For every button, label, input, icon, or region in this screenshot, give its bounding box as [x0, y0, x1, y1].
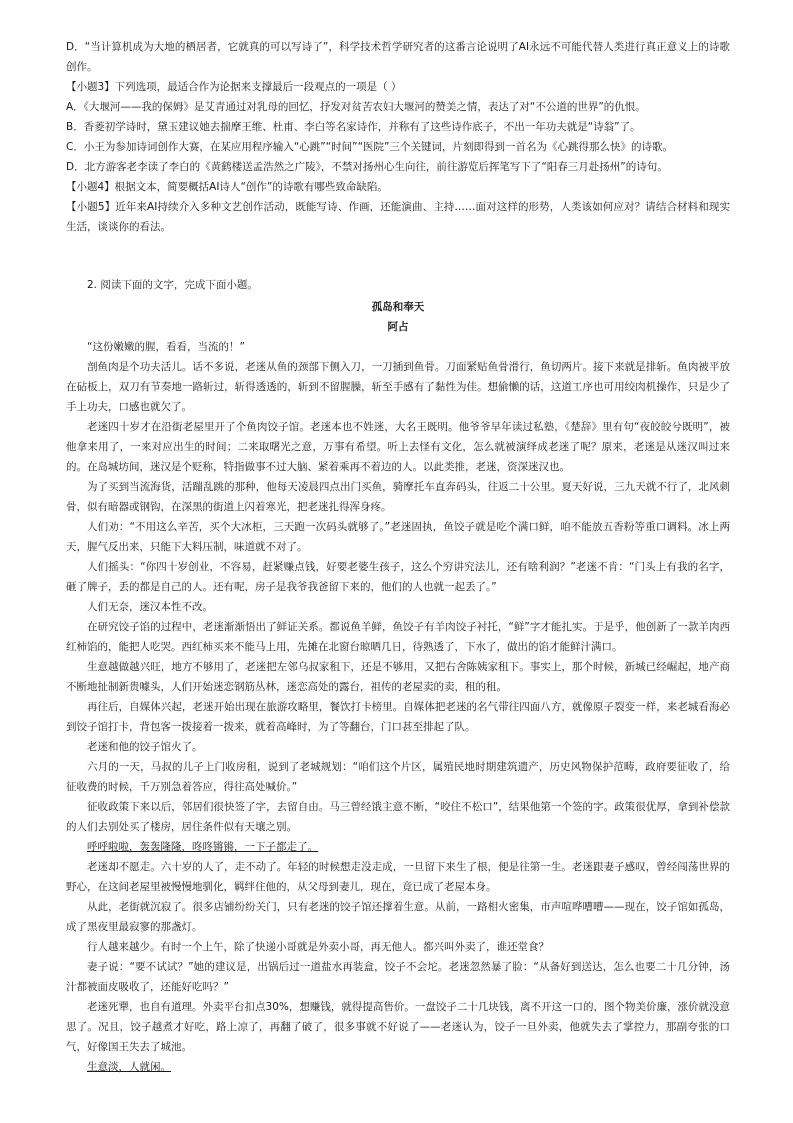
article-paragraph: 六月的一天，马叔的儿子上门收房租，说到了老城规划：“咱们这个片区，属殖民地时期建筑遗产，历史风物保护范畴，政府要征收了，给征收费的时候，千万别急着答应，得往高处喊价。”	[66, 761, 730, 793]
article-paragraph: 老迷死犟，也自有道理。外卖平台扣点30%，想赚钱，就得提高售价。一盘饺子二十几块钱，离不开这一口的，图个物美价廉，涨价就没意思了。况且，饺子越煮才好吃，路上凉了，再翻了破了，很多事就不好说了——老迷认为，饺子一旦外卖，他就失去了掌控力，那副夸张的口气，好像国王失去了城池。	[66, 1001, 730, 1053]
article-paragraph: 老迷四十岁才在沿街老屋里开了个鱼肉饺子馆。老迷本也不姓迷，大名王既明。他爷爷早年读过私塾，《楚辞》里有句“夜皎皎兮既明”，被他拿来用了，一来对应出生的时间；二来取曙光之意，万事有希望。听上去怪有文化，怎么就被演绎成老迷了呢？原来，老迷是从迷汉叫过来的。在岛城坊间，迷汉是个贬称，特指做事不过大脑、紧着乘再不着边的人。以此类推，老迷，资深迷汉也。	[66, 421, 730, 473]
article-paragraph: 从此，老街就沉寂了。很多店铺纷纷关门，只有老迷的饺子馆还撑着生意。从前，一路相火密集，市声喧哗嘈嘈——现在，饺子馆如孤岛，成了黑夜里最寂寥的那盏灯。	[66, 901, 730, 933]
article-paragraph: 再往后，自媒体兴起，老迷开始出现在旅游攻略里，餐饮打卡榜里。自媒体把老迷的名气带往四面八方，就像原子裂变一样，来老城看海必到饺子馆打卡，背包客一拨接着一拨来，就着高峰时，为了等翻台，门口甚至排起了队。	[66, 701, 730, 733]
article-paragraph: 行人越来越少。有时一个上午，除了快递小哥就是外卖小哥，再无他人。都兴叫外卖了，谁还堂食？	[87, 941, 549, 953]
q3b-option-a: A．《大堰河——我的保姆》是艾青通过对乳母的回忆，抒发对贫苦农妇大堰河的赞美之情，表达了对“不公道的世界”的仇恨。	[66, 101, 646, 113]
question-4: 【小题4】根据文本，简要概括AI诗人“创作”的诗歌有哪些致命缺陷。	[66, 181, 388, 193]
article-title: 孤岛和奉天	[371, 301, 425, 313]
q3b-stem: 【小题3】下列选项，最适合作为论据来支撑最后一段观点的一项是（ ）	[66, 81, 402, 93]
article-paragraph: 生意越做越兴旺，地方不够用了，老迷把左邻乌叔家租下，还是不够用，又把右舍陈姨家租下。事实上，那个时候，新城已经崛起，地产商不断地扯制新贵噱头，人们开始迷恋钢筋丛林，迷恋高处的露台，祖传的老屋卖的卖，租的租。	[66, 661, 730, 693]
q3b-option-b: B．香菱初学诗时，黛玉建议她去揣摩王维、杜甫、李白等名家诗作，并称有了这些诗作底子，不出一年功夫就是“诗翁”了。	[66, 121, 641, 133]
article-paragraph: “这份嫩嫩的腥，看看，当流的！”	[87, 341, 245, 353]
article-paragraph: 人们摇头：“你四十岁创业，不容易，赶紧赚点钱，好要老婆生孩子，这么个穷讲究法儿，还有啥利润？”老迷不肯：“门头上有我的名字，砸了牌子，丢的都是自己的人。还有呢，房子是我爷我爸留下来的，他们的人也就一起丢了。”	[66, 561, 730, 593]
article-paragraph: 老迷却不愿走。六十岁的人了，走不动了。年轻的时候想走没走成，一旦留下来生了根，便是往第一生。老迷跟妻子感叹，曾经闯荡世界的野心，在这间老屋里被慢慢地驯化，羁绊住他的，从父母到妻儿，现在，竟已成了老屋本身。	[66, 861, 730, 893]
question-2-intro: 2. 阅读下面的文字，完成下面小题。	[87, 279, 258, 291]
article-paragraph: 征收政策下来以后，邻居们很快签了字，去留自由。马三曾经饿主意不断，“咬住不松口”，结果他第一个签的字。政策很优厚，拿到补偿款的人们去别处买了楼房，居住条件似有天壤之别。	[66, 801, 730, 833]
article-paragraph: 人们劝：“不用这么辛苦，买个大冰柜，三天跑一次码头就够了。”老迷固执，鱼饺子就是吃个满口鲜，咱不能放五香粉等重口调料。冰上两天，腥气反出来，只能下大料压制，味道就不对了。	[66, 521, 730, 553]
article-paragraph-underlined: 生意淡，人就闲。	[87, 1061, 171, 1073]
article-paragraph: 老迷和他的饺子馆火了。	[87, 741, 203, 753]
article-paragraph: 为了买到当流海货，活蹦乱跳的那种，他每天凌晨四点出门买鱼，骑摩托车直奔码头，往返二十公里。夏天好说，三九天就不行了，北风刺骨，似有暗器或钢钩，在深黑的街道上闪着寒光，把老迷扎得浑身疼。	[66, 481, 730, 513]
article-paragraph: 在研究饺子馅的过程中，老迷渐渐悟出了鲜证关系。都说鱼羊鲜，鱼饺子有羊肉饺子衬托，“鲜”字才能扎实。于是乎，他创新了一款羊肉西红柿馅的，能把人吃哭。西红柿买来不能马上用，先摊在北窗台晾晒几日，待熟透了，下水了，做出的馅才能鲜汁满口。	[66, 621, 730, 653]
document-content	[66, 37, 730, 1077]
article-paragraph: 妻子说：“要不试试？”她的建议是，出锅后过一道盐水再装盒，饺子不会坨。老迷忽然暴了脸：“从备好到送达，怎么也要二十几分钟，汤汁都被面皮吸收了，还能好吃吗？”	[66, 961, 730, 993]
article-paragraph: 人们无奈，迷汉本性不改。	[87, 601, 213, 613]
q3b-option-d: D．北方游客老李读了李白的《黄鹤楼送孟浩然之广陵》，不禁对扬州心生向往，前往游览后挥笔写下了“阳春三月赴扬州”的诗句。	[66, 161, 668, 173]
article-paragraph-underlined: 呼呼啦啦，轰轰隆隆，咚咚锵锵，一下子都走了。	[87, 841, 318, 853]
section-gap	[66, 237, 730, 275]
q3-option-d: D．“当计算机成为大地的栖居者，它就真的可以写诗了”，科学技术哲学研究者的这番言论说明了AI永远不可能代替人类进行真正意义上的诗歌创作。	[66, 41, 730, 73]
article-paragraph: 剖鱼肉是个功夫活儿。话不多说，老迷从鱼的颈部下侧入刀，一刀插到鱼骨。刀面紧贴鱼骨滑行，鱼切两片。接下来就是排斩。鱼肉被平放在砧板上，双刀有节奏地一路斩过，斩得透透的，斩到不留腥臊，斩至手感有了黏性为佳。想偷懒的话，这道工序也可用绞肉机操作，只是少了手上功夫，口感也就欠了。	[66, 361, 730, 413]
article-author: 阿占	[387, 321, 409, 333]
q3b-option-c: C．小王为参加诗词创作大赛，在某应用程序输入“心跳”“时间”“医院”三个关键词，片刻即得到一首名为《心跳得那么快》的诗歌。	[66, 141, 673, 153]
question-5: 【小题5】近年来AI持续介入多种文艺创作活动，既能写诗、作画，还能演曲、主持……面对这样的形势，人类该如何应对？请结合材料和现实生活，谈谈你的看法。	[66, 201, 730, 233]
